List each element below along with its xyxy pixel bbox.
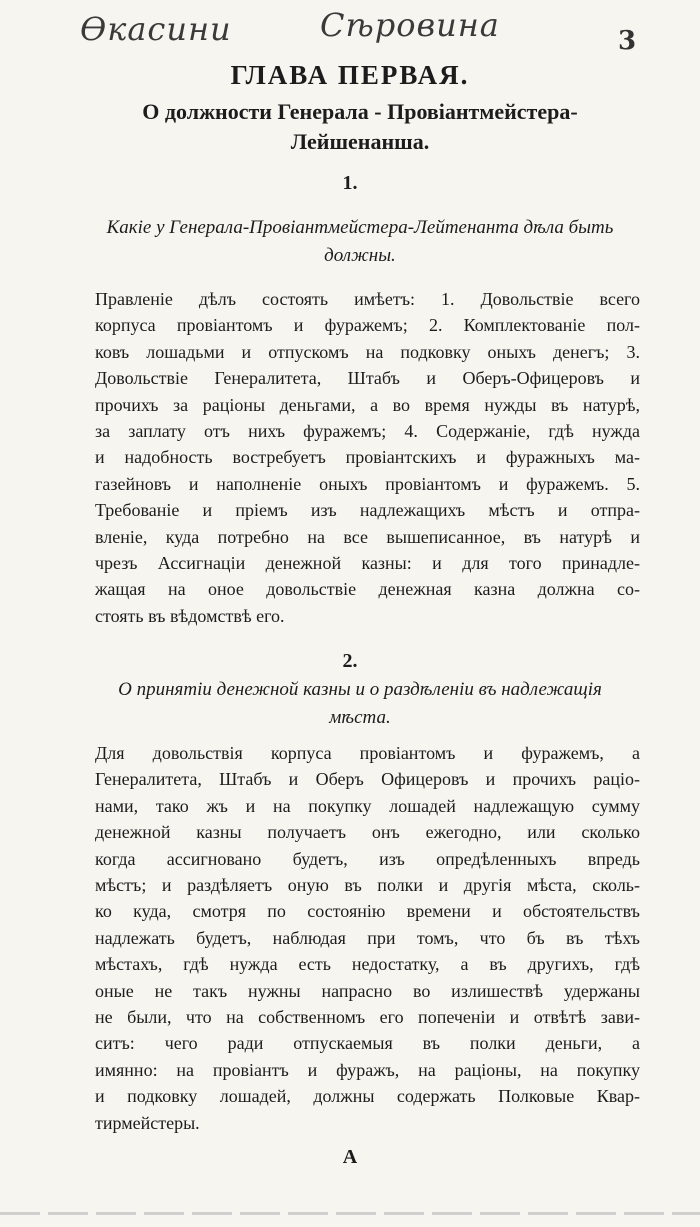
section-2-line: Для довольствія корпуса провіантомъ и фуражемъ, а	[95, 743, 640, 763]
chapter-title: ГЛАВА ПЕРВАЯ.	[230, 60, 470, 90]
section-2-line: тирмейстеры.	[95, 1112, 200, 1133]
section-1-line: вленіе, куда потребно на все вышеписанное, въ натурѣ и	[95, 526, 640, 547]
section-2-line: не были, что на собственномъ его попеченіи и отвѣтѣ зави-	[95, 1007, 640, 1028]
section-1-line: стоять въ вѣдомствѣ его.	[95, 605, 285, 626]
handwritten-note-part2: Сѣровина	[320, 6, 500, 44]
section-2-line: нами, тако жъ и на покупку лошадей надлежащую сумму	[95, 795, 640, 816]
section-2-line: оные не такъ нужны напрасно во излишествѣ удержаны	[95, 980, 640, 1001]
signature-mark: A	[342, 1146, 358, 1168]
page-corner-mark: 3	[618, 26, 637, 56]
section-1-line: корпуса провіантомъ и фуражемъ; 2. Комплектованіе пол-	[95, 315, 640, 336]
section-1-line: газейновъ и наполненіе оныхъ провіантомъ и фуражемъ. 5.	[95, 473, 640, 494]
section-1-line: Требованіе и пріемъ изъ надлежащихъ мѣстъ и отпра-	[95, 500, 640, 521]
section-2-line: и подковку лошадей, должны содержать Полковые Квар-	[95, 1086, 640, 1107]
section-1-heading	[80, 214, 640, 270]
section-2-line: когда ассигновано будетъ, изъ опредѣленныхъ впредь	[95, 848, 640, 869]
section-1-heading-line2: должны.	[324, 245, 396, 266]
section-1-line: прочихъ за раціоны деньгами, а во время нужды въ натурѣ,	[95, 394, 640, 415]
section-1-line: Правленіе дѣлъ состоять имѣетъ: 1. Довольствіе всего	[95, 289, 640, 309]
section-2-line: Генералитета, Штабъ и Оберъ Офицеровъ и прочихъ раціо-	[95, 769, 640, 790]
section-1-line: Довольствіе Генералитета, Штабъ и Оберъ-Офицеровъ и	[95, 368, 640, 389]
chapter-subtitle-line2: Лейшенанша.	[290, 129, 430, 154]
section-1-line: ковъ лошадьми и отпускомъ на подковку оныхъ денегъ; 3.	[95, 341, 640, 362]
section-1-line: чрезъ Ассигнаціи денежной казны: и для того принадле-	[95, 553, 640, 574]
handwritten-note	[80, 6, 560, 56]
section-2-line: ко куда, смотря по состоянію времени и обстоятельствъ	[95, 901, 640, 922]
bottom-scan-edge	[0, 1212, 700, 1215]
section-2-line: мѣстахъ, гдѣ нужда есть недостатку, а въ другихъ, гдѣ	[95, 954, 640, 975]
section-2-heading	[80, 676, 640, 732]
section-2-line: ситъ: чего ради отпускаемыя въ полки деньги, а	[95, 1033, 640, 1054]
section-1-line: за заплату отъ нихъ фуражемъ; 4. Содержаніе, гдѣ нужда	[95, 421, 640, 442]
section-1-paragraph	[95, 286, 640, 629]
section-2-heading-line1: О принятіи денежной казны и о раздѣленіи въ надлежащія	[118, 679, 602, 700]
section-2-line: мѣстъ; и раздѣляетъ оную въ полки и другія мѣста, сколь-	[95, 875, 640, 896]
section-1-number: 1.	[342, 172, 358, 194]
section-1-heading-line1: Какіе у Генерала-Провіантмейстера-Лейтенанта дѣла быть	[106, 217, 614, 238]
section-2-line: имянно: на провіантъ и фуражъ, на раціоны, на покупку	[95, 1059, 640, 1080]
section-2-heading-line2: мѣста.	[329, 707, 391, 728]
chapter-subtitle-line1: О должности Генерала - Провіантмейстера-	[142, 99, 578, 124]
section-2-paragraph	[95, 740, 640, 1136]
section-1-line: и надобность востребуетъ провіантскихъ и фуражныхъ ма-	[95, 447, 640, 468]
section-2-number: 2.	[342, 650, 358, 672]
section-2-line: денежной казны получаетъ онъ ежегодно, или сколько	[95, 822, 640, 843]
section-2-line: надлежать будетъ, наблюдая при томъ, что бъ въ тѣхъ	[95, 927, 640, 948]
section-1-line: жащая на оное довольствіе денежная казна должна со-	[95, 579, 640, 600]
handwritten-note-part1: Ѳкасини	[80, 10, 232, 48]
chapter-subtitle	[80, 97, 640, 157]
